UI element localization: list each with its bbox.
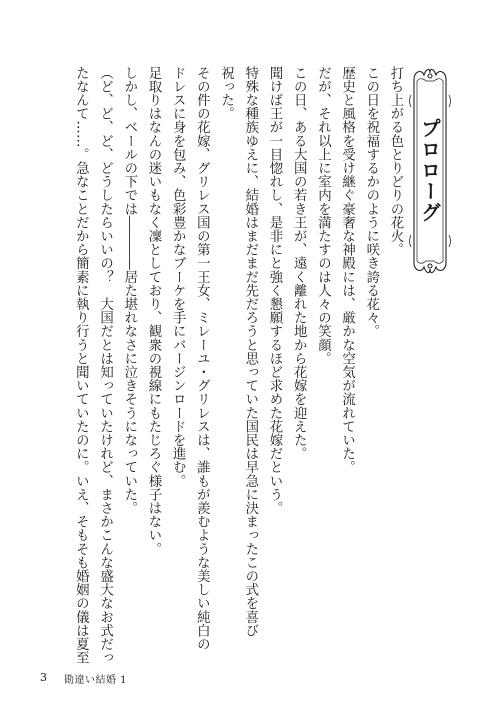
paragraph: その件の花嫁、グリレス国の第一王女、ミレーユ・グリレスは、誰もが羨むような美しい純白の <box>194 66 210 651</box>
paragraph: 聞けば王が一目惚れし、是非にと強く懇願するほど求めた花嫁だという。 <box>266 66 282 515</box>
paragraph: この日を祝福するかのように咲き誇る花々。 <box>363 66 379 338</box>
paragraph: だが、それ以上に室内を満たすのは人々の笑顔。 <box>315 66 331 366</box>
page-number: 3 <box>40 671 47 684</box>
paragraph: たなんて……。急なことだから簡素に執り行うと聞いていたのに。いえ、そもそも婚姻の儀は夏至 <box>73 66 89 665</box>
paragraph: 祝った。 <box>218 66 234 121</box>
paragraph: ドレスに身を包み、色彩豊かなブーケを手にバージンロードを進む。 <box>170 66 186 488</box>
running-head: 勘違い結婚 1 <box>64 675 128 686</box>
paragraph: しかし、ベールの下では――――居た堪れなさに泣きそうになっていた。 <box>121 66 137 515</box>
chapter-title-frame <box>408 65 452 277</box>
paragraph: 特殊な種族ゆえに、結婚はまだまだ先だろうと思っていた国民は早急に決まったこの式を喜び <box>242 66 258 638</box>
body-text <box>67 66 407 666</box>
chapter-title: プロローグ <box>417 117 442 223</box>
paragraph: 打ち上がる色とりどりの花火。 <box>388 66 403 257</box>
paragraph: この日、ある大国の若き王が、遠く離れた地から花嫁を迎えた。 <box>291 66 307 461</box>
paragraph: （ど、ど、ど、どうしたらいいの？ 大国だとは知っていたけれど、まさかこんな盛大なお式だっ <box>97 66 113 665</box>
paragraph: 歴史と風格を受け継ぐ豪奢な神殿には、厳かな空気が流れていた。 <box>339 66 355 474</box>
paragraph: 足取りはなんの迷いもなく凜としており、観衆の視線にもたじろぐ様子はない。 <box>145 66 161 556</box>
